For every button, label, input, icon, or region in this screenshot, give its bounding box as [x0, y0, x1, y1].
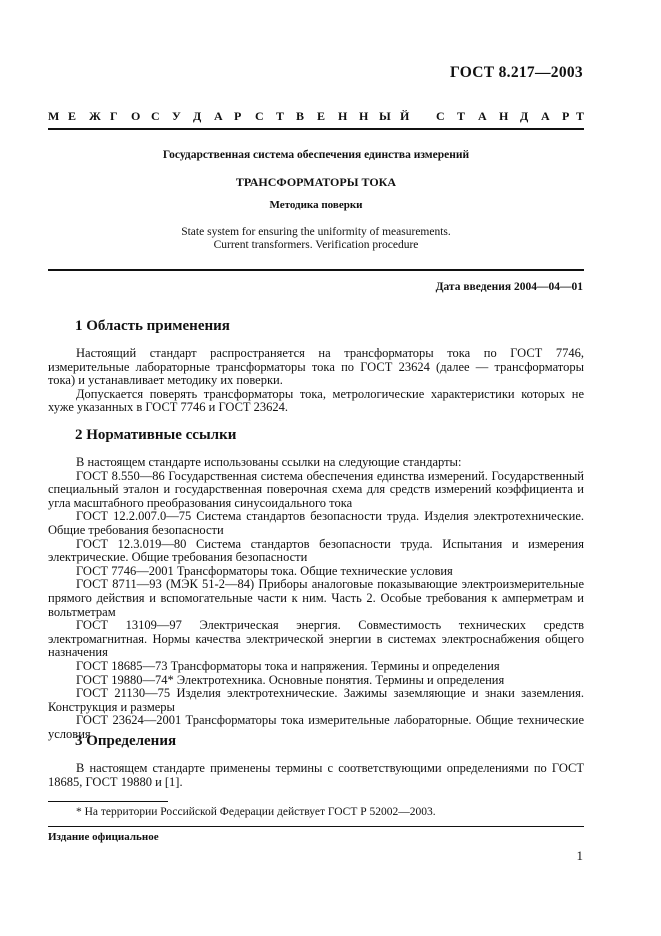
- reference-item: ГОСТ 12.3.019—80 Система стандартов безопасности труда. Испытания и измерения электрические. Общие требования безопасности: [48, 536, 584, 565]
- document-subtitle: Методика поверки: [269, 199, 363, 211]
- banner-letter: А: [214, 109, 223, 123]
- section-body: [48, 456, 584, 741]
- banner-letter: Р: [234, 109, 242, 123]
- banner-letter: Н: [499, 109, 509, 123]
- bottom-divider: [48, 826, 584, 827]
- footnote: * На территории Российской Федерации действует ГОСТ Р 52002—2003.: [76, 806, 436, 818]
- banner-letter: Р: [562, 109, 570, 123]
- paragraph: В настоящем стандарте использованы ссылки на следующие стандарты:: [76, 455, 462, 469]
- banner-letter: Е: [68, 109, 77, 123]
- banner-letter: М: [48, 109, 60, 123]
- banner-letter: Г: [110, 109, 118, 123]
- system-title: Государственная система обеспечения единства измерений: [162, 149, 470, 161]
- banner-letter: О: [131, 109, 141, 123]
- edition-label: Издание официальное: [48, 831, 159, 843]
- banner-letter: Т: [457, 109, 466, 123]
- document-title: ТРАНСФОРМАТОРЫ ТОКА: [235, 175, 397, 189]
- reference-item: ГОСТ 19880—74* Электротехника. Основные понятия. Термины и определения: [76, 672, 505, 687]
- reference-item: ГОСТ 8711—93 (МЭК 51-2—84) Приборы аналоговые показывающие электроизмерительные прямого действия и вспомогательные части к ним. Часть 2. Особые требования к амперметрам и вольтметрам: [48, 577, 584, 619]
- banner-letter: Ы: [379, 109, 391, 123]
- reference-item: ГОСТ 8.550—86 Государственная система обеспечения единства измерений. Государственный специальный эталон и государственная поверочная схема для средств измерений коэффициента и угла масштабного преобразования синусоидального тока: [48, 468, 584, 510]
- section-body: [48, 762, 584, 789]
- paragraph: В настоящем стандарте применены термины с соответствующими определениями по ГОСТ 18685, ГОСТ 19880 и [1].: [48, 761, 584, 789]
- banner-letter: Т: [576, 109, 585, 123]
- banner-letter: С: [255, 109, 264, 123]
- banner-letter: Н: [338, 109, 348, 123]
- paragraph: Настоящий стандарт распространяется на трансформаторы тока по ГОСТ 7746, измерительные лабораторные трансформаторы тока по ГОСТ 23624 (далее — трансформаторы тока) и устанавливает методику их поверки.: [48, 346, 584, 388]
- introduction-date: Дата введения 2004—04—01: [435, 281, 583, 293]
- gost-number: ГОСТ 8.217—2003: [449, 64, 583, 81]
- banner-letter: У: [172, 109, 181, 123]
- reference-item: ГОСТ 21130—75 Изделия электротехнические. Зажимы заземляющие и знаки заземления. Конструкция и размеры: [48, 686, 584, 714]
- reference-item: ГОСТ 7746—2001 Трансформаторы тока. Общие технические условия: [76, 563, 453, 578]
- title-divider: [48, 269, 584, 271]
- reference-item: ГОСТ 18685—73 Трансформаторы тока и напряжения. Термины и определения: [76, 658, 500, 673]
- section-heading: 1 Область применения: [75, 318, 230, 334]
- banner-letter: Ж: [89, 109, 101, 123]
- banner-letter: Й: [400, 109, 410, 123]
- top-divider: [48, 128, 584, 130]
- reference-item: ГОСТ 13109—97 Электрическая энергия. Совместимость технических средств электромагнитная. Нормы качества электрической энергии в системах электроснабжения общего назначения: [48, 618, 584, 660]
- banner-letter: Е: [317, 109, 326, 123]
- reference-item: ГОСТ 12.2.007.0—75 Система стандартов безопасности труда. Изделия электротехнические. Общие требования безопасности: [48, 509, 584, 537]
- banner-letter: С: [151, 109, 160, 123]
- section-body: [48, 347, 584, 415]
- english-title-line: State system for ensuring the uniformity of measurements.: [181, 226, 451, 238]
- banner-letter: А: [541, 109, 550, 123]
- section-heading: 3 Определения: [75, 733, 177, 749]
- paragraph: Допускается поверять трансформаторы тока, метрологические характеристики которых не хуже указанных в ГОСТ 7746 и ГОСТ 23624.: [48, 386, 584, 415]
- banner-letter: Т: [276, 109, 285, 123]
- banner-letter: В: [296, 109, 305, 123]
- banner-letter: Д: [193, 109, 202, 123]
- banner-letter: Н: [359, 109, 369, 123]
- banner-letter: Д: [520, 109, 529, 123]
- english-title-line: Current transformers. Verification procedure: [213, 239, 419, 251]
- section-heading: 2 Нормативные ссылки: [75, 427, 237, 443]
- reference-item: ГОСТ 23624—2001 Трансформаторы тока измерительные лабораторные. Общие технические условия: [48, 713, 584, 741]
- footnote-divider: [48, 801, 168, 802]
- banner-letter: А: [478, 109, 487, 123]
- banner-letter: С: [436, 109, 445, 123]
- page-number: 1: [576, 848, 583, 863]
- english-title: [48, 226, 584, 252]
